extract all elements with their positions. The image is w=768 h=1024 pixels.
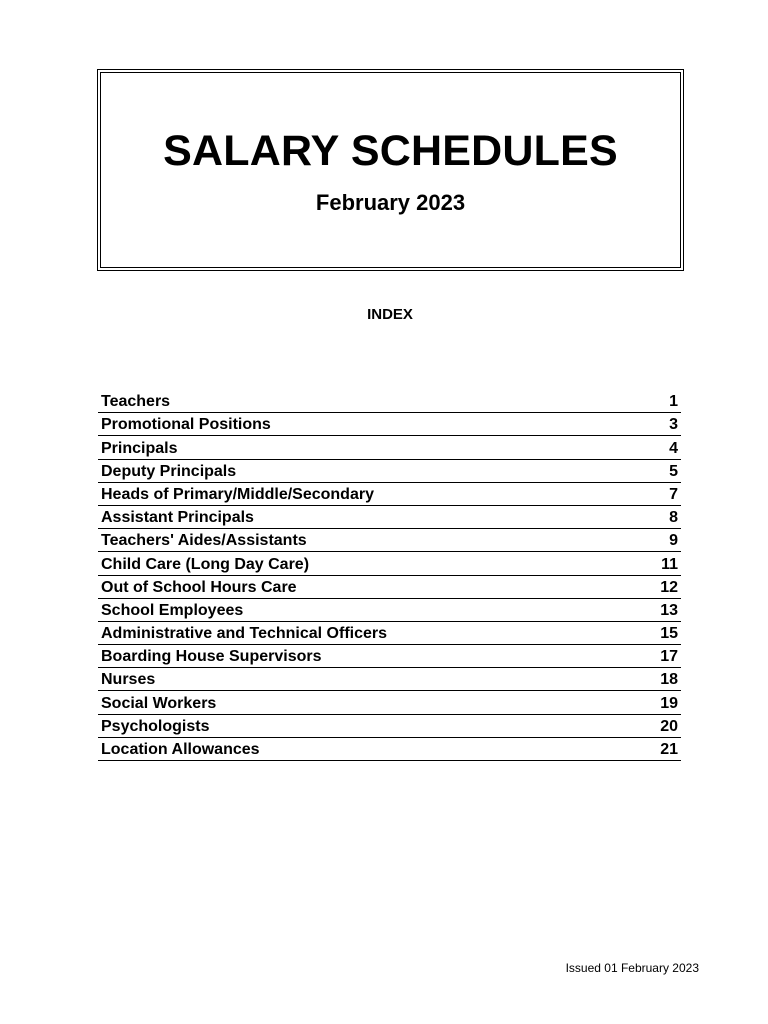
issued-footer: Issued 01 February 2023 [565, 961, 699, 975]
index-heading: INDEX [367, 306, 413, 323]
index-row [98, 599, 681, 622]
index-entry-label: School Employees [101, 601, 244, 619]
index-row [98, 645, 681, 668]
index-entry-page: 11 [661, 555, 678, 573]
index-entry-page: 8 [669, 509, 678, 527]
index-entry-page: 5 [669, 462, 678, 480]
index-entry-page: 1 [669, 393, 678, 411]
index-entry-label: Social Workers [101, 694, 217, 712]
index-entry-label: Promotional Positions [101, 416, 271, 434]
index-row [98, 529, 681, 552]
index-row [98, 552, 681, 575]
document-title: SALARY SCHEDULES [163, 127, 618, 175]
index-row [98, 460, 681, 483]
index-entry-page: 21 [660, 741, 678, 758]
title-box-inner [100, 72, 681, 268]
index-entry-page: 9 [669, 532, 678, 550]
index-entry-label: Teachers [101, 393, 171, 411]
index-entry-label: Location Allowances [101, 741, 260, 758]
index-entry-label: Teachers' Aides/Assistants [101, 532, 307, 550]
title-box [97, 69, 684, 271]
index-entry-page: 4 [669, 439, 678, 457]
index-entry-label: Administrative and Technical Officers [101, 625, 388, 643]
index-row [98, 668, 681, 691]
index-row [98, 715, 681, 738]
index-row [98, 436, 681, 459]
index-list [98, 390, 681, 761]
index-entry-label: Out of School Hours Care [101, 578, 297, 596]
index-entry-label: Assistant Principals [101, 509, 254, 527]
index-entry-label: Heads of Primary/Middle/Secondary [101, 485, 374, 503]
index-entry-label: Principals [101, 439, 178, 457]
index-entry-page: 18 [660, 671, 678, 689]
index-entry-label: Deputy Principals [101, 462, 237, 480]
index-row [98, 413, 681, 436]
index-entry-page: 19 [660, 694, 678, 712]
document-subtitle: February 2023 [315, 190, 466, 215]
index-row [98, 576, 681, 599]
index-entry-label: Child Care (Long Day Care) [101, 555, 310, 573]
index-row [98, 691, 681, 714]
index-row [98, 390, 681, 413]
index-entry-label: Psychologists [101, 717, 210, 735]
index-entry-page: 3 [669, 416, 678, 434]
index-entry-page: 12 [660, 578, 678, 596]
index-entry-page: 13 [660, 601, 678, 619]
index-entry-label: Nurses [101, 671, 156, 689]
index-row [98, 738, 681, 761]
index-entry-page: 15 [660, 625, 678, 643]
index-row [98, 506, 681, 529]
index-row [98, 483, 681, 506]
index-entry-page: 17 [660, 648, 678, 666]
index-entry-label: Boarding House Supervisors [101, 648, 322, 666]
index-entry-page: 7 [669, 485, 678, 503]
index-entry-page: 20 [660, 717, 678, 735]
index-row [98, 622, 681, 645]
